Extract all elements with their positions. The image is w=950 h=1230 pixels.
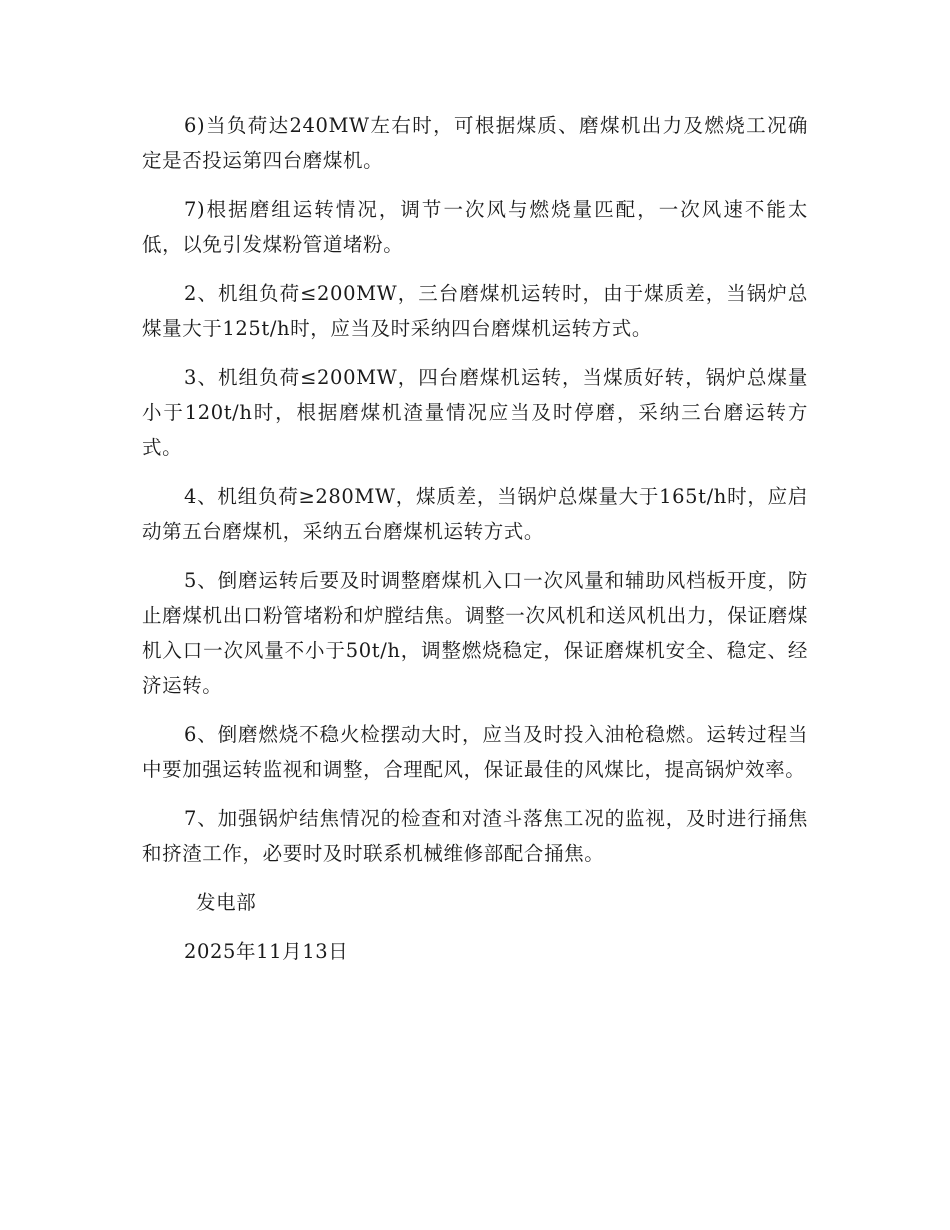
paragraph-primary-air: 7)根据磨组运转情况，调节一次风与燃烧量匹配，一次风速不能太低，以免引发煤粉管道堵粉。 [142, 198, 808, 256]
paragraph-item-5: 5、倒磨运转后要及时调整磨煤机入口一次风量和辅助风档板开度，防止磨煤机出口粉管堵粉和炉膛结焦。调整一次风机和送风机出力，保证磨煤机入口一次风量不小于50t/h，调整燃烧稳定，保证磨煤机安全、稳定、经济运转。 [142, 569, 808, 697]
paragraph-load-240mw: 6)当负荷达240MW左右时，可根据煤质、磨煤机出力及燃烧工况确定是否投运第四台磨煤机。 [142, 114, 808, 172]
paragraph-item-2: 2、机组负荷≤200MW，三台磨煤机运转时，由于煤质差，当锅炉总煤量大于125t/h时，应当及时采纳四台磨煤机运转方式。 [142, 282, 808, 340]
paragraph-item-4: 4、机组负荷≥280MW，煤质差，当锅炉总煤量大于165t/h时，应启动第五台磨煤机，采纳五台磨煤机运转方式。 [142, 485, 808, 543]
paragraph-item-6: 6、倒磨燃烧不稳火检摆动大时，应当及时投入油枪稳燃。运转过程当中要加强运转监视和调整，合理配风，保证最佳的风煤比，提高锅炉效率。 [142, 723, 808, 781]
document-body [142, 108, 808, 969]
signature-department: 发电部 [196, 891, 257, 914]
paragraph-item-7: 7、加强锅炉结焦情况的检查和对渣斗落焦工况的监视，及时进行捅焦和挤渣工作，必要时及时联系机械维修部配合捅焦。 [142, 807, 808, 865]
paragraph-item-3: 3、机组负荷≤200MW，四台磨煤机运转，当煤质好转，锅炉总煤量小于120t/h时，根据磨煤机渣量情况应当及时停磨，采纳三台磨运转方式。 [142, 366, 808, 459]
signature-date: 2025年11月13日 [184, 940, 349, 963]
